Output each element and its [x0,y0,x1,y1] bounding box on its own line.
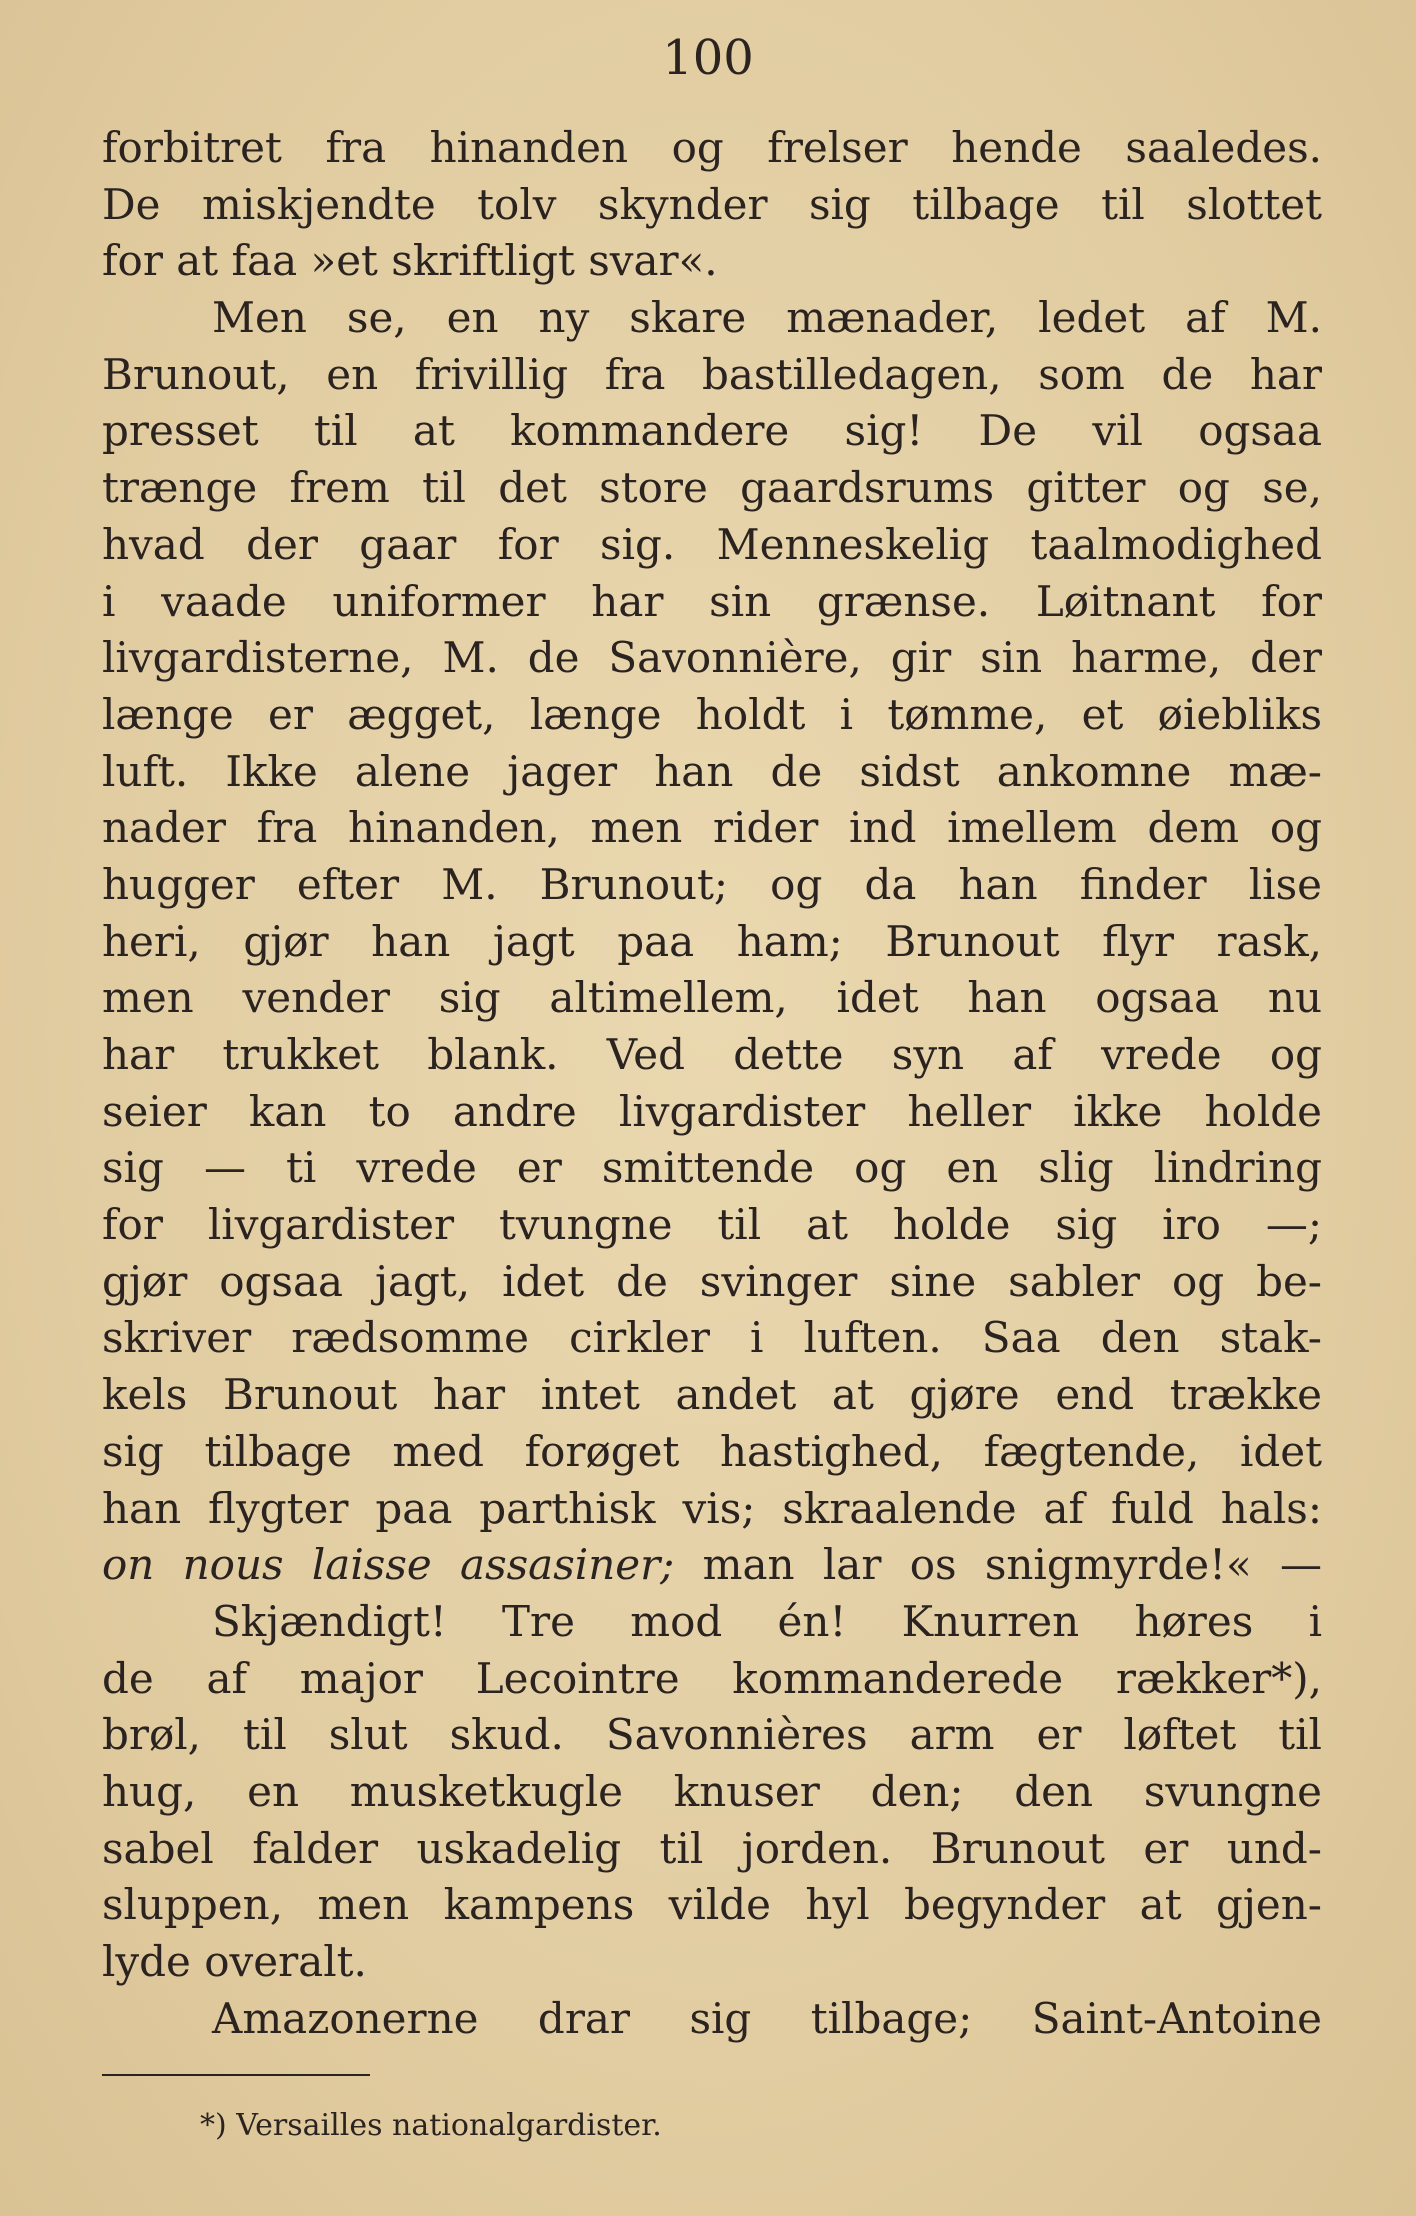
text-line: livgardisterne, M. de Savonnière, gir sin harme, der [102,633,1322,683]
text-line: sig tilbage med forøget hastighed, fægtende, idet [102,1426,1322,1476]
text-line: for livgardister tvungne til at holde sig iro —; [102,1200,1322,1250]
text-line: brøl, til slut skud. Savonnières arm er løftet til [102,1710,1322,1760]
italic-phrase: on nous laisse assasiner; [102,1540,675,1590]
text-line: lyde overalt. [102,1937,367,1986]
text-line: forbitret fra hinanden og frelser hende saaledes. [102,123,1322,172]
text-line: luft. Ikke alene jager han de sidst ankomne mæ- [102,746,1322,796]
text-line: presset til at kommandere sig! De vil ogsaa [102,406,1322,456]
body-text [102,120,1322,2047]
footnote-divider [102,2074,370,2076]
text-line: i vaade uniformer har sin grænse. Løitnant for [102,576,1322,626]
text-line: Men se, en ny skare mænader, ledet af M. [212,293,1322,343]
text-line: for at faa »et skriftligt svar«. [102,236,718,286]
text-line-with-italic [102,1537,1322,1594]
text-line: De miskjendte tolv skynder sig tilbage til slottet [102,179,1322,229]
text-line: sabel falder uskadelig til jorden. Brunout er und- [102,1823,1322,1873]
text-line: trænge frem til det store gaardsrums gitter og se, [102,463,1322,513]
text-line: gjør ogsaa jagt, idet de svinger sine sabler og be- [102,1256,1322,1306]
page-number: 100 [662,30,754,86]
text-line: nader fra hinanden, men rider ind imellem dem og [102,803,1322,853]
footnote-text: Versailles nationalgardister. [236,2108,662,2143]
text-line: hug, en musketkugle knuser den; den svungne [102,1766,1322,1816]
text-line: kels Brunout har intet andet at gjøre end trække [102,1370,1322,1420]
text-line: de af major Lecointre kommanderede rækker*), [102,1653,1322,1703]
text-line: Brunout, en frivillig fra bastilledagen, som de har [102,349,1322,399]
text-line: hvad der gaar for sig. Menneskelig taalmodighed [102,519,1322,569]
text-line: seier kan to andre livgardister heller ikke holde [102,1086,1322,1136]
text-line-rest: man lar os snigmyrde!« — [702,1540,1322,1590]
text-line: sluppen, men kampens vilde hyl begynder at gjen- [102,1880,1322,1930]
footnote-marker: *) [200,2108,227,2143]
text-line: sig — ti vrede er smittende og en slig lindring [102,1143,1322,1193]
text-line: heri, gjør han jagt paa ham; Brunout flyr rask, [102,916,1322,966]
text-line: har trukket blank. Ved dette syn af vrede og [102,1030,1322,1079]
text-line: skriver rædsomme cirkler i luften. Saa den stak- [102,1313,1322,1363]
text-line: hugger efter M. Brunout; og da han finder lise [102,859,1322,909]
text-line: længe er ægget, længe holdt i tømme, et øiebliks [102,689,1322,739]
text-line: Amazonerne drar sig tilbage; Saint-Antoine [212,1993,1322,2043]
text-line: men vender sig altimellem, idet han ogsaa nu [102,973,1322,1023]
footnote [200,2106,662,2146]
text-line: Skjændigt! Tre mod én! Knurren høres i [212,1596,1322,1646]
text-line: han flygter paa parthisk vis; skraalende af fuld hals: [102,1483,1322,1533]
